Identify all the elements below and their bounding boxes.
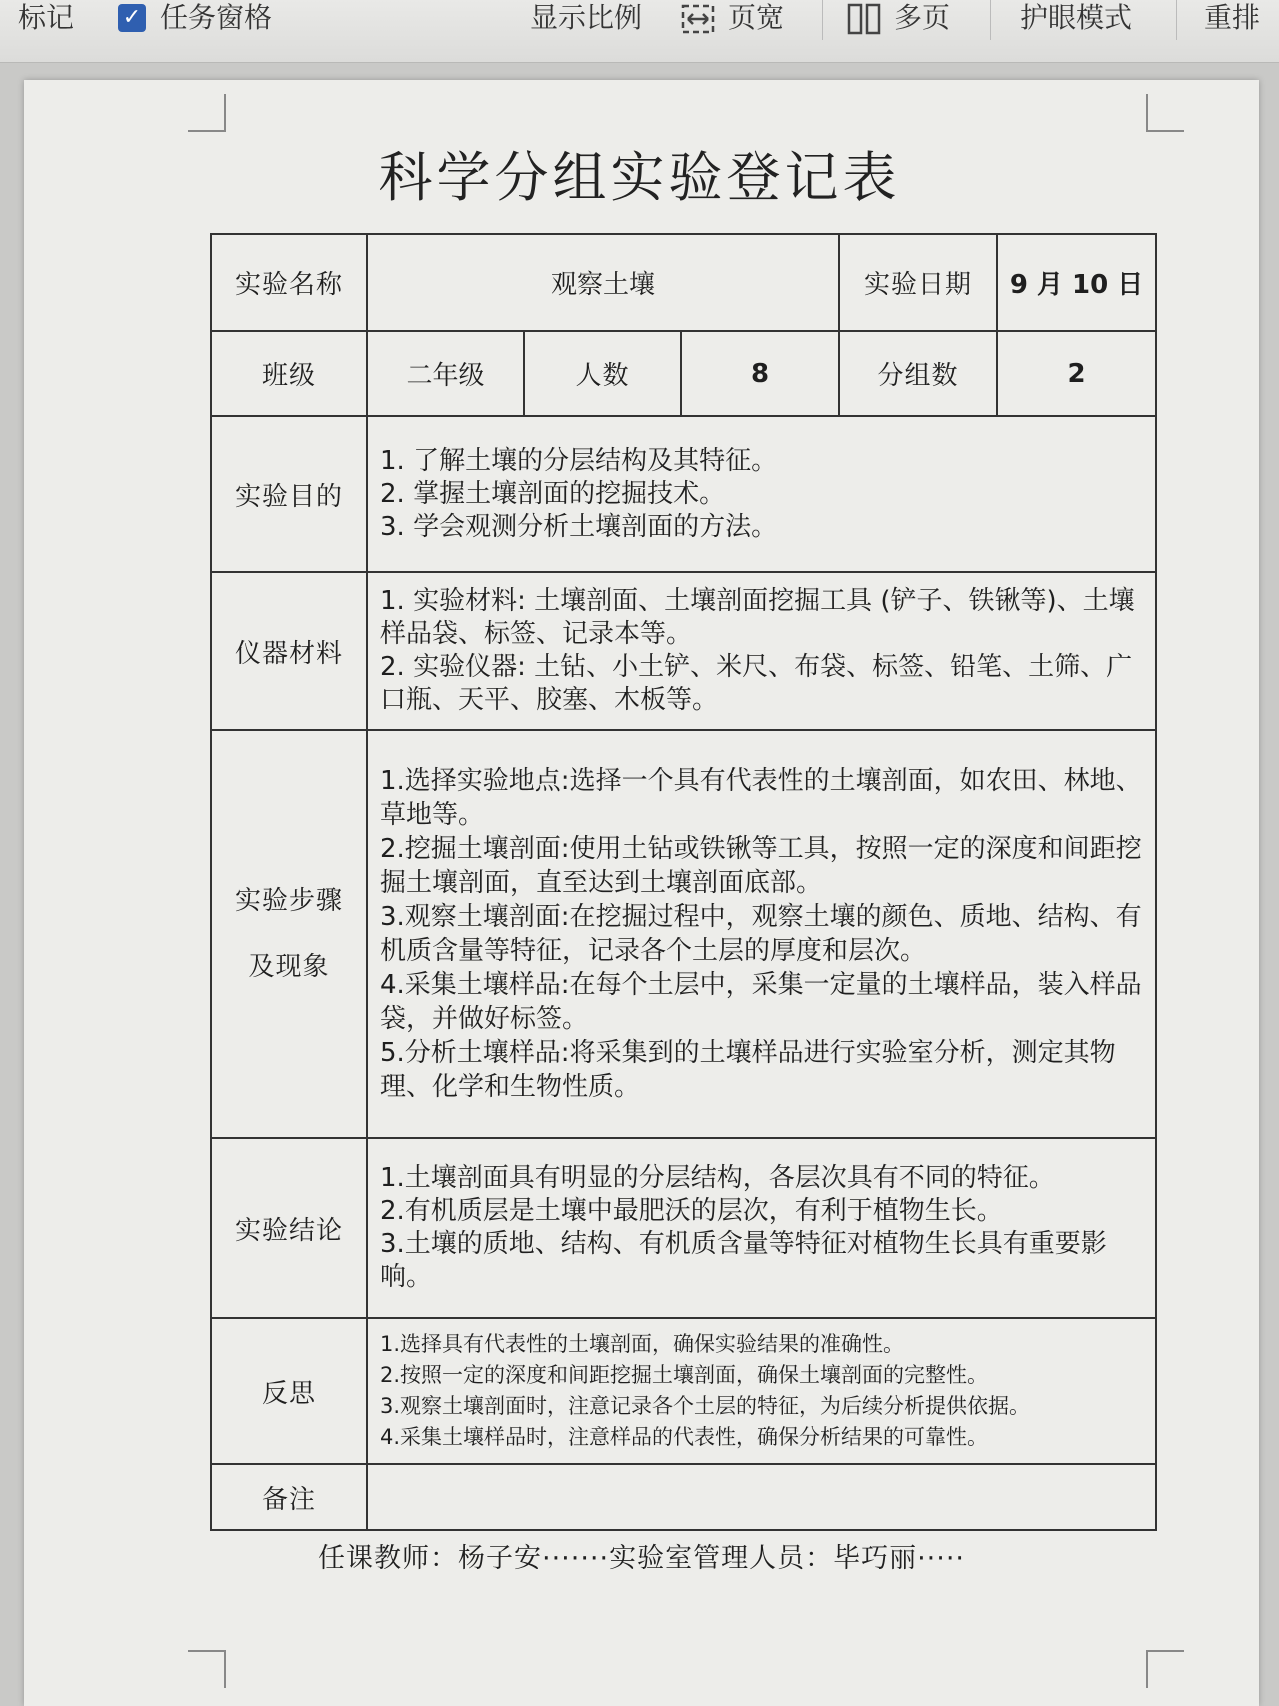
purpose-item: 2. 掌握土壤剖面的挖掘技术。 (380, 478, 726, 509)
materials-content[interactable] (367, 572, 1156, 730)
purpose-content[interactable] (367, 416, 1156, 572)
conclusion-content[interactable] (367, 1138, 1156, 1318)
eye-mode-button[interactable]: 护眼模式 (1020, 1, 1133, 34)
reflection-item: 1.选择具有代表性的土壤剖面，确保实验结果的准确性。 (380, 1332, 905, 1356)
task-pane-checkbox[interactable]: ✓ (118, 4, 146, 32)
steps-item: 5.分析土壤样品:将采集到的土壤样品进行实验室分析，测定其物理、化学和生物性质。 (380, 1038, 1116, 1102)
crop-mark (188, 94, 226, 132)
reflection-item: 4.采集土壤样品时，注意样品的代表性，确保分析结果的可靠性。 (380, 1425, 989, 1449)
steps-label-line: 实验步骤 (234, 886, 343, 916)
reflection-content[interactable] (367, 1318, 1156, 1464)
multi-page-icon (846, 2, 882, 36)
steps-item: 1.选择实验地点:选择一个具有代表性的土壤剖面，如农田、林地、草地等。 (380, 766, 1142, 830)
materials-label: 仪器材料 (211, 572, 367, 730)
materials-item: 2. 实验仪器: 土钻、小土铲、米尺、布袋、标签、铅笔、土筛、广口瓶、天平、胶塞、木板等。 (380, 652, 1133, 715)
reflection-item: 3.观察土壤剖面时，注意记录各个土层的特征，为后续分析提供依据。 (380, 1394, 1031, 1418)
document-title: 科学分组实验登记表 (378, 146, 901, 209)
people-label: 人数 (524, 331, 681, 416)
purpose-item: 1. 了解土壤的分层结构及其特征。 (380, 445, 778, 476)
zoom-button[interactable]: 显示比例 (530, 1, 643, 34)
steps-item: 2.挖掘土壤剖面:使用土钻或铁锹等工具，按照一定的深度和间距挖掘土壤剖面，直至达到土壤剖面底部。 (380, 834, 1142, 898)
reflow-button[interactable]: 重排 (1204, 1, 1261, 34)
page-width-icon (680, 2, 716, 36)
purpose-item: 3. 学会观测分析土壤剖面的方法。 (380, 511, 778, 542)
experiment-date-label: 实验日期 (839, 234, 997, 331)
reflection-label: 反思 (211, 1318, 367, 1464)
purpose-label: 实验目的 (211, 416, 367, 572)
experiment-form-table (210, 233, 1157, 1531)
toolbar-divider (822, 0, 823, 40)
steps-label-line: 及现象 (248, 952, 330, 982)
toolbar (0, 0, 1279, 63)
reflection-item: 2.按照一定的深度和间距挖掘土壤剖面，确保土壤剖面的完整性。 (380, 1363, 989, 1387)
mark-button[interactable]: 标记 (18, 1, 75, 34)
page-width-button[interactable]: 页宽 (728, 1, 785, 34)
toolbar-divider (1176, 0, 1177, 40)
crop-mark (188, 1650, 226, 1688)
groups-label: 分组数 (839, 331, 997, 416)
signature-line: 任课教师：杨子安·······实验室管理人员：毕巧丽····· (318, 1543, 965, 1574)
steps-label (211, 730, 367, 1138)
multi-page-button[interactable]: 多页 (894, 1, 951, 34)
steps-item: 3.观察土壤剖面:在挖掘过程中，观察土壤的颜色、质地、结构、有机质含量等特征，记录各个土层的厚度和层次。 (380, 902, 1142, 966)
conclusion-item: 2.有机质层是土壤中最肥沃的层次，有利于植物生长。 (380, 1196, 1003, 1226)
toolbar-divider (990, 0, 991, 40)
experiment-date-value[interactable]: 9 月 10 日 (997, 234, 1156, 331)
task-pane-label[interactable]: 任务窗格 (160, 1, 273, 34)
people-value[interactable]: 8 (681, 331, 839, 416)
remarks-content[interactable] (367, 1464, 1156, 1530)
experiment-name-value[interactable]: 观察土壤 (367, 234, 839, 331)
class-value[interactable]: 二年级 (367, 331, 524, 416)
experiment-name-label: 实验名称 (211, 234, 367, 331)
steps-item: 4.采集土壤样品:在每个土层中，采集一定量的土壤样品，装入样品袋，并做好标签。 (380, 970, 1142, 1034)
materials-item: 1. 实验材料: 土壤剖面、土壤剖面挖掘工具 (铲子、铁锹等)、土壤样品袋、标签、记录本等。 (380, 586, 1135, 649)
groups-value[interactable]: 2 (997, 331, 1156, 416)
steps-content[interactable] (367, 730, 1156, 1138)
conclusion-item: 1.土壤剖面具有明显的分层结构，各层次具有不同的特征。 (380, 1163, 1055, 1193)
crop-mark (1146, 94, 1184, 132)
crop-mark (1146, 1650, 1184, 1688)
conclusion-item: 3.土壤的质地、结构、有机质含量等特征对植物生长具有重要影响。 (380, 1229, 1107, 1292)
remarks-label: 备注 (211, 1464, 367, 1530)
class-label: 班级 (211, 331, 367, 416)
conclusion-label: 实验结论 (211, 1138, 367, 1318)
